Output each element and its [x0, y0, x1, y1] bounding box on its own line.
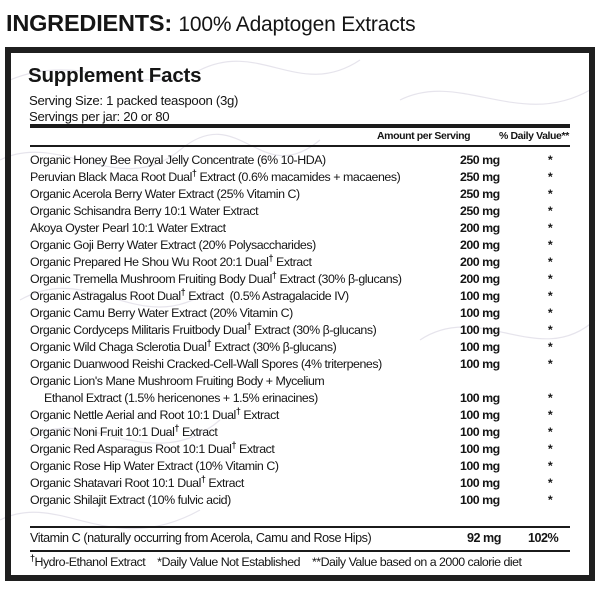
ingredient-daily-value: * — [547, 187, 553, 201]
ingredient-daily-value: * — [547, 306, 553, 320]
dagger-mark: † — [271, 270, 277, 280]
ingredient-amount: 100 mg — [460, 289, 500, 303]
ingredient-name: Organic Camu Berry Water Extract (20% Vitamin C) — [30, 306, 293, 320]
ingredient-row — [30, 271, 570, 288]
ingredient-name: Organic Honey Bee Royal Jelly Concentrate (6% 10-HDA) — [30, 153, 326, 167]
ingredient-amount: 250 mg — [460, 204, 500, 218]
ingredient-amount: 100 mg — [460, 391, 500, 405]
ingredient-daily-value: * — [547, 323, 553, 337]
ingredient-amount: 200 mg — [460, 221, 500, 235]
ingredient-row — [30, 339, 570, 356]
ingredient-daily-value: * — [547, 493, 553, 507]
vitamin-c-top-divider — [30, 526, 570, 528]
ingredient-name: Organic Rose Hip Water Extract (10% Vitamin C) — [30, 459, 279, 473]
amount-per-serving-header: Amount per Serving — [377, 130, 471, 142]
double-star-footnote: **Daily Value based on a 2000 calorie diet — [311, 555, 522, 569]
ingredient-row — [30, 203, 570, 220]
thick-divider — [30, 124, 570, 128]
ingredient-row — [30, 322, 570, 339]
dagger-mark: † — [206, 338, 212, 348]
ingredient-row — [30, 390, 570, 407]
ingredient-daily-value: * — [547, 204, 553, 218]
ingredient-daily-value: * — [547, 272, 553, 286]
footer-divider — [30, 550, 570, 552]
vitamin-c-name: Vitamin C (naturally occurring from Acerola, Camu and Rose Hips) — [30, 531, 372, 545]
ingredient-amount: 250 mg — [460, 153, 500, 167]
ingredient-name: Organic Shilajit Extract (10% fulvic acid) — [30, 493, 231, 507]
dagger-mark: † — [174, 423, 179, 433]
ingredient-row — [30, 288, 570, 305]
ingredient-amount: 200 mg — [460, 272, 500, 286]
ingredient-name: Peruvian Black Maca Root Dual† Extract (0.6% macamides + macaenes) — [30, 168, 401, 184]
ingredient-row — [30, 220, 570, 237]
ingredient-name: Organic Prepared He Shou Wu Root 20:1 Dual† Extract — [30, 253, 312, 269]
ingredient-amount: 100 mg — [460, 425, 500, 439]
ingredient-row — [30, 441, 570, 458]
ingredient-amount: 100 mg — [460, 493, 500, 507]
ingredient-name: Organic Duanwood Reishi Cracked-Cell-Wall Spores (4% triterpenes) — [30, 357, 382, 371]
single-star-footnote: *Daily Value Not Established — [157, 555, 300, 569]
ingredient-daily-value: * — [547, 408, 553, 422]
dagger-mark: † — [231, 440, 237, 450]
ingredient-list — [30, 152, 570, 509]
ingredient-daily-value: * — [547, 425, 553, 439]
ingredient-name: Ethanol Extract (1.5% hericenones + 1.5% erinacines) — [44, 391, 318, 405]
ingredient-name: Organic Wild Chaga Sclerotia Dual† Extract (30% β-glucans) — [30, 338, 337, 354]
header-divider — [30, 145, 570, 147]
ingredient-daily-value: * — [547, 391, 553, 405]
supplement-facts-panel — [5, 47, 595, 581]
servings-per-jar: Servings per jar: 20 or 80 — [29, 109, 170, 124]
footnotes — [30, 553, 575, 571]
ingredient-daily-value: * — [547, 442, 553, 456]
dagger-mark: † — [191, 168, 197, 178]
ingredient-row — [30, 186, 570, 203]
ingredient-amount: 100 mg — [460, 323, 500, 337]
ingredient-name: Organic Astragalus Root Dual† Extract (0.5% Astragalacide IV) — [30, 287, 349, 303]
ingredient-daily-value: * — [547, 238, 553, 252]
supplement-facts-title: Supplement Facts — [28, 64, 202, 87]
ingredient-amount: 250 mg — [460, 187, 500, 201]
ingredient-name: Organic Red Asparagus Root 10:1 Dual† Extract — [30, 440, 275, 456]
dagger-footnote: †Hydro-Ethanol Extract — [30, 553, 146, 569]
ingredient-name: Organic Goji Berry Water Extract (20% Polysaccharides) — [30, 238, 316, 252]
ingredient-name: Organic Lion's Mane Mushroom Fruiting Body + Mycelium — [30, 374, 325, 388]
ingredient-name: Organic Tremella Mushroom Fruiting Body Dual† Extract (30% β-glucans) — [30, 270, 402, 286]
ingredient-row — [30, 492, 570, 509]
ingredient-name: Organic Shatavari Root 10:1 Dual† Extract — [30, 474, 244, 490]
dagger-mark: † — [200, 474, 206, 484]
ingredient-row — [30, 475, 570, 492]
dagger-symbol: † — [30, 553, 35, 563]
ingredient-amount: 100 mg — [460, 442, 500, 456]
ingredient-name: Akoya Oyster Pearl 10:1 Water Extract — [30, 221, 226, 235]
ingredient-amount: 100 mg — [460, 340, 500, 354]
vitamin-c-amount: 92 mg — [467, 531, 501, 545]
dagger-mark: † — [235, 406, 241, 416]
ingredient-row — [30, 458, 570, 475]
ingredient-daily-value: * — [547, 340, 553, 354]
ingredient-daily-value: * — [547, 255, 553, 269]
serving-size: Serving Size: 1 packed teaspoon (3g) — [29, 93, 239, 108]
ingredient-amount: 100 mg — [460, 357, 500, 371]
ingredients-label: INGREDIENTS: — [6, 10, 173, 36]
ingredient-daily-value: * — [547, 289, 553, 303]
ingredient-daily-value: * — [547, 170, 553, 184]
ingredient-amount: 100 mg — [460, 476, 500, 490]
ingredient-row — [30, 152, 570, 169]
ingredient-amount: 100 mg — [460, 459, 500, 473]
ingredient-amount: 100 mg — [460, 306, 500, 320]
ingredient-amount: 200 mg — [460, 255, 500, 269]
ingredient-daily-value: * — [547, 357, 553, 371]
vitamin-c-row — [30, 529, 570, 547]
ingredient-daily-value: * — [547, 459, 553, 473]
ingredient-daily-value: * — [547, 476, 553, 490]
daily-value-header: % Daily Value** — [499, 130, 569, 142]
ingredient-row — [30, 305, 570, 322]
ingredient-row — [30, 169, 570, 186]
ingredient-row — [30, 424, 570, 441]
ingredient-row — [30, 356, 570, 373]
ingredient-name: Organic Nettle Aerial and Root 10:1 Dual† Extract — [30, 406, 279, 422]
ingredient-row — [30, 407, 570, 424]
ingredient-name: Organic Noni Fruit 10:1 Dual† Extract — [30, 423, 218, 439]
ingredient-daily-value: * — [547, 221, 553, 235]
ingredient-amount: 100 mg — [460, 408, 500, 422]
ingredients-subtitle: 100% Adaptogen Extracts — [178, 13, 416, 36]
ingredient-amount: 200 mg — [460, 238, 500, 252]
vitamin-c-daily-value: 102% — [528, 531, 559, 545]
ingredient-row — [30, 237, 570, 254]
ingredient-row — [30, 254, 570, 271]
ingredient-name: Organic Acerola Berry Water Extract (25% Vitamin C) — [30, 187, 300, 201]
ingredient-row — [30, 373, 570, 390]
dagger-mark: † — [246, 321, 252, 331]
ingredient-daily-value: * — [547, 153, 553, 167]
ingredient-name: Organic Cordyceps Militaris Fruitbody Dual† Extract (30% β-glucans) — [30, 321, 377, 337]
ingredient-name: Organic Schisandra Berry 10:1 Water Extract — [30, 204, 259, 218]
ingredient-amount: 250 mg — [460, 170, 500, 184]
ingredients-heading — [6, 8, 415, 40]
dagger-mark: † — [180, 287, 186, 297]
dagger-mark: † — [268, 253, 274, 263]
